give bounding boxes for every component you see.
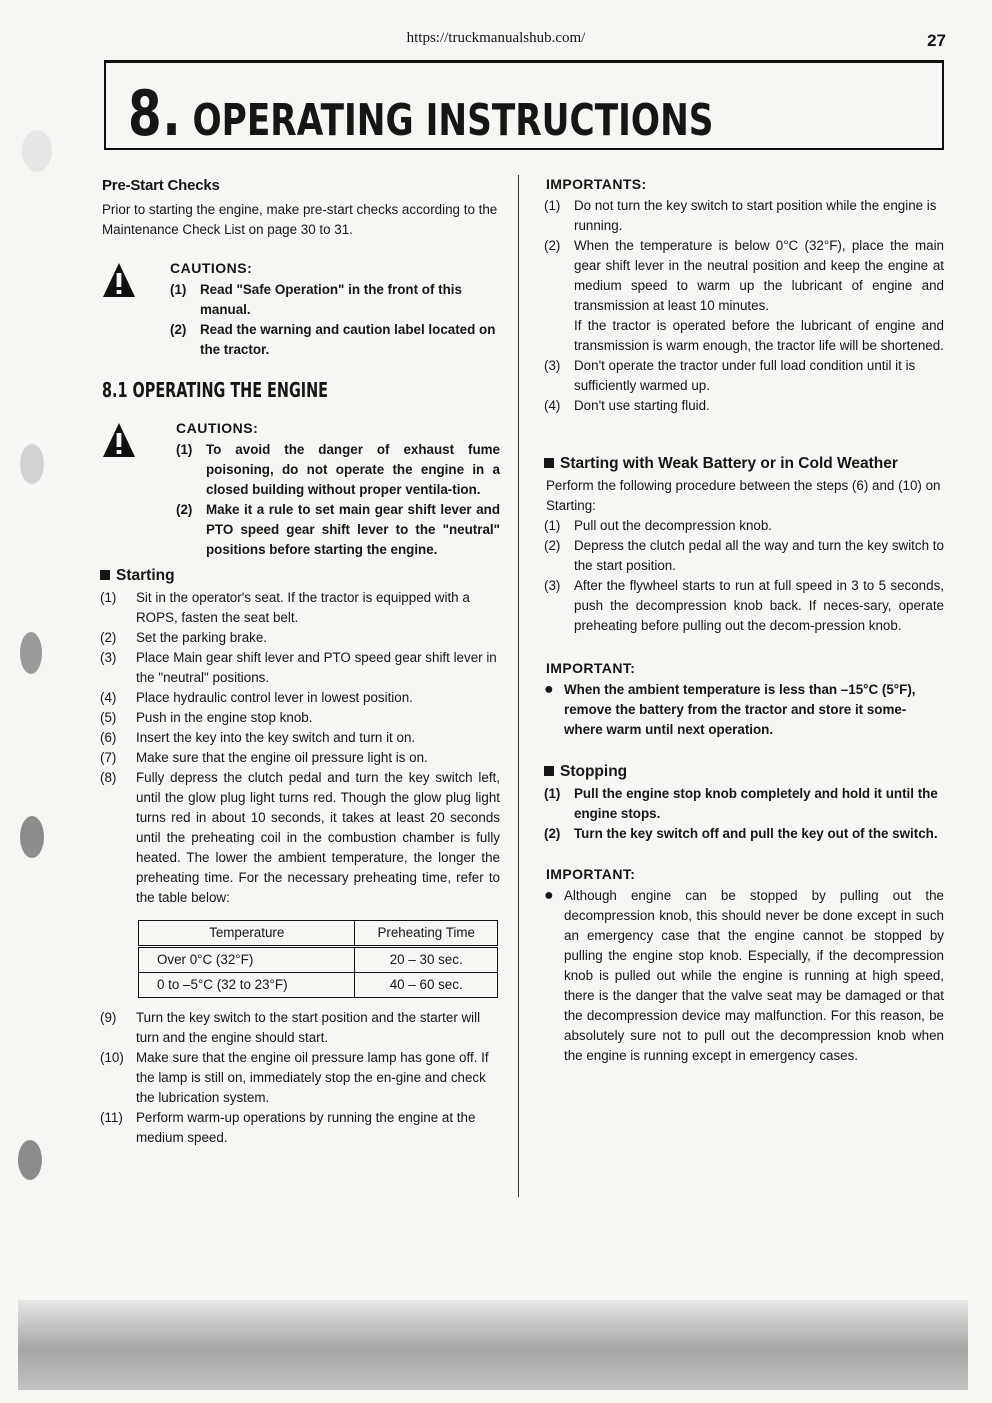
item-text: Don't use starting fluid. <box>574 398 710 413</box>
list-item <box>544 576 944 636</box>
table-cell: 0 to –5°C (32 to 23°F) <box>139 973 355 998</box>
step-number: (6) <box>100 730 117 745</box>
preheating-table <box>138 920 498 998</box>
important-bullet <box>544 886 944 1066</box>
list-item <box>544 396 944 416</box>
step-number: (5) <box>100 710 117 725</box>
item-number: (1) <box>544 786 561 801</box>
page-number: 27 <box>927 31 946 50</box>
item-number: (2) <box>544 826 561 841</box>
important-bullet <box>544 680 944 740</box>
item-text: Pull out the decompression knob. <box>574 518 773 533</box>
item-text: Don't operate the tractor under full load condition until it is sufficiently warmed up. <box>574 358 916 393</box>
list-item <box>100 748 500 768</box>
item-number: (1) <box>544 198 561 213</box>
list-item <box>544 824 944 844</box>
step-number: (9) <box>100 1010 117 1025</box>
chapter-title <box>128 77 714 150</box>
binder-hole <box>22 130 52 172</box>
caution-item <box>176 500 500 560</box>
prestart-text: Prior to starting the engine, make pre-start checks according to the Maintenance Check List on page 30 to 31. <box>102 202 498 237</box>
step-text: Fully depress the clutch pedal and turn the key switch left, until the glow plug light turns red. Though the glow plug light turns red in about 10 seconds, it takes at least 20 seconds until the preheating coil in the combustion chamber is fully heated. The lower the ambient temperature, the longer the preheating time. For the necessary preheating time, refer to the table below: <box>136 770 500 905</box>
list-item <box>544 236 944 356</box>
starting-steps-continued <box>100 1008 500 1148</box>
step-number: (4) <box>100 690 117 705</box>
weak-battery-heading <box>544 454 944 474</box>
prestart-heading: Pre-Start Checks <box>102 177 220 194</box>
weak-battery-steps <box>544 516 944 636</box>
item-number: (2) <box>544 238 561 253</box>
cautions-block-1 <box>100 258 500 360</box>
chapter-number: 8. <box>128 77 182 150</box>
step-number: (1) <box>100 590 117 605</box>
caution-text: Read "Safe Operation" in the front of this manual. <box>200 282 462 317</box>
left-column <box>100 172 500 1148</box>
starting-heading-text: Starting <box>116 567 175 584</box>
important-heading: IMPORTANT: <box>546 866 636 882</box>
list-item <box>544 536 944 576</box>
list-item <box>100 708 500 728</box>
caution-text: Make it a rule to set main gear shift lever and PTO speed gear shift lever to the "neutral" positions before starting the engine. <box>206 502 500 557</box>
list-item <box>100 768 500 908</box>
list-item <box>100 1008 500 1048</box>
importants-list <box>544 196 944 416</box>
source-url: https://truckmanualshub.com/ <box>406 30 586 46</box>
item-text: Turn the key switch off and pull the key out of the switch. <box>574 826 938 841</box>
column-divider <box>518 175 519 1197</box>
table-header: Preheating Time <box>355 921 498 947</box>
step-text: Set the parking brake. <box>136 630 268 645</box>
scan-shadow <box>18 1300 968 1390</box>
table-row <box>139 947 498 973</box>
step-text: Place Main gear shift lever and PTO speed gear shift lever in the "neutral" positions. <box>136 650 497 685</box>
caution-text: To avoid the danger of exhaust fume poisoning, do not operate the engine in a closed building without proper ventila-tion. <box>206 442 500 497</box>
list-item <box>100 1048 500 1108</box>
chapter-title-box <box>104 60 944 150</box>
caution-item <box>170 320 500 360</box>
stopping-heading-text: Stopping <box>560 763 628 780</box>
table-cell: 40 – 60 sec. <box>355 973 498 998</box>
starting-steps <box>100 588 500 908</box>
item-text: Depress the clutch pedal all the way and turn the key switch to the start position. <box>574 538 944 573</box>
caution-number: (1) <box>176 442 193 457</box>
table-cell: Over 0°C (32°F) <box>139 947 355 973</box>
list-item <box>100 1108 500 1148</box>
caution-item <box>170 280 500 320</box>
step-number: (8) <box>100 770 117 785</box>
item-text: Do not turn the key switch to start position while the engine is running. <box>574 198 937 233</box>
table-cell: 20 – 30 sec. <box>355 947 498 973</box>
important-heading: IMPORTANT: <box>546 660 636 676</box>
step-text: Sit in the operator's seat. If the tractor is equipped with a ROPS, fasten the seat belt. <box>136 590 470 625</box>
caution-text: Read the warning and caution label located on the tractor. <box>200 322 496 357</box>
table-header: Temperature <box>139 921 355 947</box>
square-bullet-icon <box>544 766 554 776</box>
weak-battery-intro: Perform the following procedure between the steps (6) and (10) on Starting: <box>546 478 941 513</box>
step-number: (10) <box>100 1050 124 1065</box>
cautions-title: CAUTIONS: <box>170 260 253 276</box>
step-number: (3) <box>100 650 117 665</box>
list-item <box>100 688 500 708</box>
step-text: Push in the engine stop knob. <box>136 710 313 725</box>
stopping-steps <box>544 784 944 844</box>
caution-number: (1) <box>170 282 187 297</box>
right-column <box>544 172 944 1066</box>
cautions-block-2 <box>100 418 500 560</box>
list-item <box>100 648 500 688</box>
cautions-title: CAUTIONS: <box>176 420 259 436</box>
list-item <box>544 784 944 824</box>
list-item <box>100 588 500 628</box>
step-text: Place hydraulic control lever in lowest position. <box>136 690 413 705</box>
step-number: (7) <box>100 750 117 765</box>
binder-hole <box>20 816 44 858</box>
item-number: (1) <box>544 518 561 533</box>
step-text: Turn the key switch to the start position and the starter will turn and the engine should start. <box>136 1010 481 1045</box>
important-text: Although engine can be stopped by pulling out the decompression knob, this should never be done except in such an emergency case that the engine cannot be stopped by pulling the engine stop knob. Especially, if the decompression knob is pulled out while the engine is running at high speed, there is the danger that the valve seat may be damaged or that the decompression device may malfunction. For this reason, be absolutely sure not to pull out the decompression knob when the engine is running except in emergency cases. <box>564 888 944 1063</box>
list-item <box>100 728 500 748</box>
item-text: When the temperature is below 0°C (32°F), place the main gear shift lever in the neutral position and keep the engine at medium speed to warm up the lubricant of engine and transmission at least 10 minutes. <box>574 238 944 313</box>
item-number: (2) <box>544 538 561 553</box>
weak-battery-heading-text: Starting with Weak Battery or in Cold Weather <box>560 455 898 472</box>
item-number: (4) <box>544 398 561 413</box>
importants-heading: IMPORTANTS: <box>546 176 647 192</box>
binder-hole <box>18 1140 42 1180</box>
stopping-heading <box>544 762 944 782</box>
list-item <box>544 356 944 396</box>
binder-hole <box>20 632 42 674</box>
item-number: (3) <box>544 358 561 373</box>
table-row <box>139 973 498 998</box>
section-heading: 8.1 OPERATING THE ENGINE <box>102 378 329 402</box>
item-text-group <box>574 236 944 356</box>
square-bullet-icon <box>100 570 110 580</box>
step-number: (11) <box>100 1110 123 1125</box>
step-text: Insert the key into the key switch and turn it on. <box>136 730 416 745</box>
list-item <box>100 628 500 648</box>
caution-item <box>176 440 500 500</box>
item-text: If the tractor is operated before the lubricant of engine and transmission is warm enough, the tractor life will be shortened. <box>574 318 944 353</box>
warning-triangle-icon <box>102 422 136 458</box>
list-item <box>544 196 944 236</box>
bullet-dot-icon: ● <box>544 681 554 698</box>
important-text: When the ambient temperature is less than –15°C (5°F), remove the battery from the tractor and store it some-where warm until next operation. <box>564 682 916 737</box>
step-text: Make sure that the engine oil pressure lamp has gone off. If the lamp is still on, immediately stop the en-gine and check the lubrication system. <box>136 1050 489 1105</box>
item-number: (3) <box>544 578 561 593</box>
step-text: Make sure that the engine oil pressure light is on. <box>136 750 428 765</box>
caution-number: (2) <box>176 502 193 517</box>
list-item <box>544 516 944 536</box>
square-bullet-icon <box>544 458 554 468</box>
binder-hole <box>20 444 44 484</box>
item-text: Pull the engine stop knob completely and hold it until the engine stops. <box>574 786 938 821</box>
step-text: Perform warm-up operations by running the engine at the medium speed. <box>136 1110 476 1145</box>
bullet-dot-icon: ● <box>544 887 554 904</box>
warning-triangle-icon <box>102 262 136 298</box>
chapter-title-text: OPERATING INSTRUCTIONS <box>192 95 714 146</box>
caution-number: (2) <box>170 322 187 337</box>
item-text: After the flywheel starts to run at full speed in 3 to 5 seconds, push the decompression knob back. If neces-sary, operate preheating before pulling out the decom-pression knob. <box>574 578 944 633</box>
starting-heading <box>100 566 500 586</box>
table-header-row <box>139 921 498 947</box>
step-number: (2) <box>100 630 117 645</box>
